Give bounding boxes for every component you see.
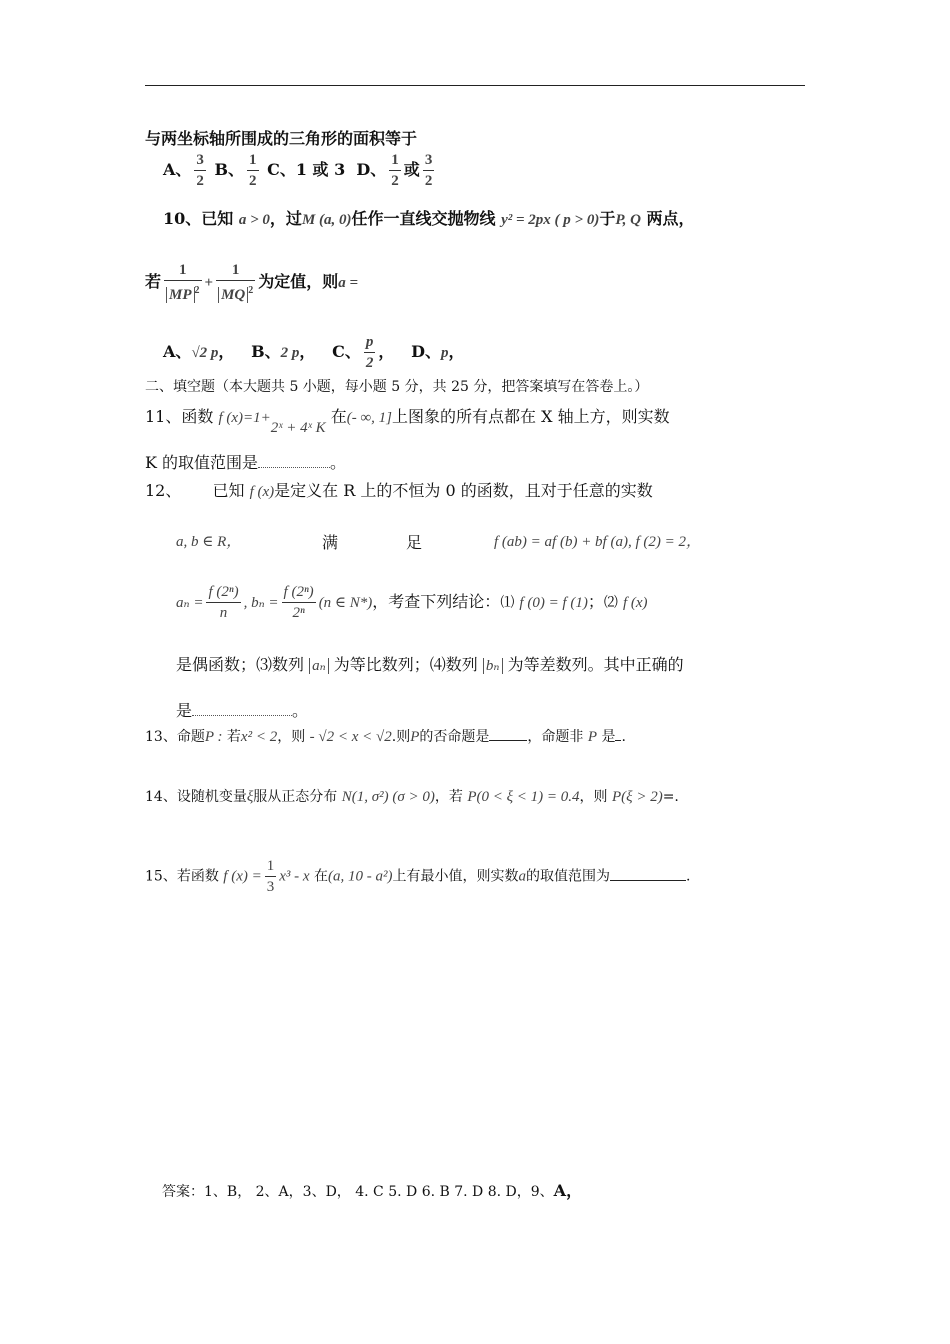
- q15-line: 15、若函数 f (x) = $\frac{1}{3}$ x³ - x 在(a, 10 - a²)上有最小值，则实数a的取值范围为 .: [145, 858, 691, 895]
- q11-expr: 2ˣ + 4ˣ K: [270, 420, 326, 436]
- q15-zai: 在: [313, 868, 328, 885]
- q10-option-c: C、: [332, 342, 361, 361]
- q15-rest: x³ - x: [279, 868, 310, 885]
- q13-line: 13、命题P : 若x² < 2，则 - √2 < x < √2.则P的否命题是 ，命题非 P 是 .: [145, 729, 626, 745]
- q14-ze: ，则: [579, 789, 608, 805]
- q13-p: P :: [204, 729, 223, 745]
- q10-pq: P, Q: [615, 212, 641, 228]
- q10-line1: [163, 206, 695, 229]
- q15-lead: 15、若函数: [145, 868, 219, 885]
- answers-last: A，: [553, 1181, 583, 1200]
- q14-lead: 14、设随机变量: [145, 789, 247, 805]
- q12-bn-frac: $\frac{\text{f (2ⁿ)}}{\text{2ⁿ}}$: [283, 584, 314, 621]
- q12-an-frac: $\frac{\text{f (2ⁿ)}}{n}$: [208, 584, 239, 621]
- q10-option-b-val: 2 p: [280, 345, 300, 361]
- q10-option-a: A、: [163, 342, 192, 361]
- q12-lead: 12、: [145, 481, 182, 500]
- q9-option-d: D、: [356, 160, 387, 179]
- q13-mid: ，命题非: [527, 729, 584, 745]
- q12-arith: 为等差数列。其中正确的: [507, 655, 684, 674]
- q11-line2-text: K 的取值范围是: [145, 453, 259, 472]
- q9-option-c: C、1 或 3: [267, 160, 346, 179]
- q12-line3: aₙ = $\frac{\text{f (2ⁿ)}}{n}$ , bₙ = $\frac{\text{f (2ⁿ)}}{\text{2ⁿ}}$ (n ∈ N*)，考查下列结论：⑴ f (0) = f (1)；⑵ f (x): [176, 584, 648, 621]
- q12-geo: 为等比数列；⑷数列: [333, 655, 478, 674]
- q9-option-a: A、: [163, 160, 192, 179]
- q10-line2: [145, 260, 358, 305]
- q10-lead: 10、已知: [163, 209, 234, 228]
- top-rule: [145, 85, 805, 86]
- q13-ze: ，则: [277, 729, 306, 745]
- q10-fixed: 为定值，则: [258, 272, 339, 291]
- q14-query: P(ξ > 2): [611, 789, 663, 805]
- q12-consider: ，考查下列结论：: [372, 592, 501, 611]
- q13-neg: 的否命题是: [419, 729, 490, 745]
- q10-plus: +: [204, 275, 214, 291]
- q9-b-frac: $\frac{1}{2}$: [249, 152, 257, 189]
- q12-answer-blank[interactable]: [192, 705, 292, 716]
- q12-ab: a, b ∈ R，: [176, 534, 242, 550]
- q10-cond: a > 0: [238, 212, 270, 228]
- q12-an-seq: aₙ: [309, 658, 329, 674]
- q10-option-b: B、: [251, 342, 281, 361]
- q15-interval: (a, 10 - a²): [327, 868, 393, 885]
- q12-known: 已知: [212, 481, 245, 500]
- q13-p2: P: [410, 729, 420, 745]
- q10-options: A、√2 p， B、2 p， C、 $\frac{p}{2}$ ， D、p，: [163, 334, 465, 371]
- q12-eq: f (ab) = af (b) + bf (a), f (2) = 2，: [494, 534, 701, 550]
- q13-ze2: .则: [391, 729, 411, 745]
- q11-answer-blank[interactable]: [258, 457, 330, 468]
- q11-zai: 在: [330, 407, 347, 426]
- q15-tail: 上有最小值，则实数: [392, 868, 519, 885]
- q11-tail: 上图象的所有点都在 X 轴上方，则实数: [392, 407, 670, 426]
- q12-bn-seq: bₙ: [483, 658, 503, 674]
- q11-interval: (- ∞, 1]: [346, 410, 393, 426]
- q14-xi: ξ: [246, 789, 254, 805]
- q12-desc: 是定义在 R 上的不恒为 0 的函数，且对于任意的实数: [274, 481, 653, 500]
- q10-option-d-val: p: [441, 345, 449, 361]
- q10-a-eq: a =: [338, 275, 359, 291]
- q11-lead: 11、函数: [145, 407, 214, 426]
- q10-option-c-frac: $\frac{p}{2}$: [365, 334, 374, 371]
- q14-line: [145, 786, 679, 806]
- q11-line1: [145, 404, 670, 436]
- q10-mid: 任作一直线交抛物线: [351, 209, 496, 228]
- q12-line2: [176, 530, 776, 551]
- q12-nin: (n ∈ N*): [318, 595, 373, 611]
- q14-ruo: ，若: [434, 789, 463, 805]
- q14-prob: P(0 < ξ < 1) = 0.4: [467, 789, 580, 805]
- q13-res: - √2 < x < √2: [309, 729, 392, 745]
- q9-stem: 与两坐标轴所围成的三角形的面积等于: [145, 129, 418, 148]
- answers-line: [162, 1178, 582, 1201]
- q13-blank-1[interactable]: [489, 728, 527, 741]
- q13-lead: 13、命题: [145, 729, 205, 745]
- q12-line4: [176, 652, 684, 675]
- q9-d1-frac: $\frac{1}{2}$: [391, 152, 399, 189]
- q13-ruo: 若: [226, 729, 241, 745]
- q14-normal: N(1, σ²) (σ > 0): [341, 789, 435, 805]
- q10-option-d: D、: [411, 342, 442, 361]
- q12-zu: 足: [406, 533, 423, 552]
- q12-fx: f (x): [249, 484, 275, 500]
- q12-line1: [145, 478, 653, 501]
- q12-line5: 是 。: [176, 701, 309, 720]
- q12-man: 满: [322, 533, 339, 552]
- q12-bn: , bₙ =: [243, 595, 279, 611]
- q10-tail: 两点，: [646, 209, 695, 228]
- q15-a: a: [518, 868, 526, 885]
- q11-line2: K 的取值范围是 。: [145, 453, 347, 472]
- q9-option-b: B、: [214, 160, 245, 179]
- q11-func: f (x)=1+: [218, 410, 271, 426]
- answers-text: 答案：1、B， 2、A，3、D， 4. C 5. D 6. B 7. D 8. D，9、: [162, 1184, 554, 1200]
- section-2-heading: 二、填空题（本大题共 5 小题，每小题 5 分，共 25 分，把答案填写在答卷上。）: [145, 379, 649, 395]
- q10-frac-mp: $\frac{1}{MP ^2}$: [164, 260, 202, 305]
- q12-line4-a: 是偶函数；⑶数列: [176, 655, 305, 674]
- q13-p3: P: [587, 729, 598, 745]
- q10-yu: 于: [599, 209, 616, 228]
- q10-option-a-val: √2 p: [191, 345, 219, 361]
- q12-shi: 是: [176, 701, 193, 720]
- q10-comma: ，过: [269, 209, 302, 228]
- q13-shi: 是: [601, 729, 616, 745]
- q10-ruo: 若: [145, 272, 162, 291]
- q12-an: aₙ =: [176, 595, 204, 611]
- q12-c2: f (x): [622, 595, 648, 611]
- q9-options: [163, 150, 437, 191]
- q9-a-frac: $\frac{3}{2}$: [196, 152, 204, 189]
- q14-dist: 服从正态分布: [253, 789, 338, 805]
- q10-frac-mq: $\frac{1}{MQ ^2}$: [216, 260, 255, 305]
- q15-answer-blank[interactable]: [610, 868, 686, 881]
- q15-f: f (x) =: [223, 868, 262, 885]
- q9-d-or: 或: [403, 160, 420, 179]
- q15-frac: $\frac{1}{3}$: [266, 858, 275, 895]
- q10-parabola: y² = 2px ( p > 0): [501, 212, 600, 228]
- q15-range: 的取值范围为: [525, 868, 610, 885]
- q12-c1: f (0) = f (1): [519, 595, 588, 611]
- q13-cond: x² < 2: [240, 729, 278, 745]
- q10-point: M (a, 0): [301, 212, 352, 228]
- q14-end: =.: [662, 789, 679, 805]
- q9-d2-frac: $\frac{3}{2}$: [424, 152, 433, 189]
